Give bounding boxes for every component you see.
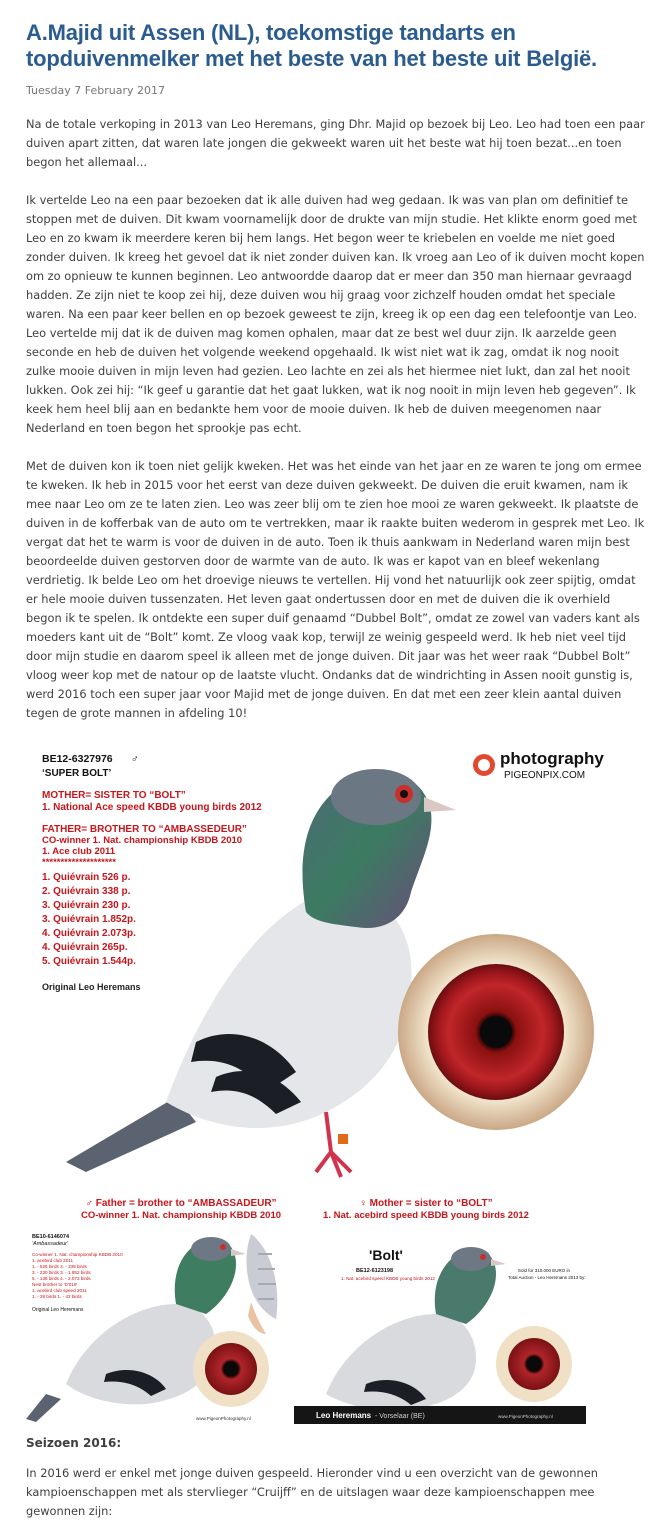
season-heading: Seizoen 2016: (26, 1436, 122, 1450)
ace-club: 1. Ace club 2011 (42, 846, 116, 857)
ring-number: BE12-6327976 (42, 753, 113, 765)
mother-sub: 1. Nat. acebird speed KBDB young birds 2012 (323, 1210, 529, 1221)
left-ring: BE10-6146074 (32, 1234, 70, 1240)
original-credit: Original Leo Heremans (42, 982, 141, 992)
logo-sub: PIGEONPIX.COM (504, 770, 586, 781)
result-item: 3. Quiévrain 230 p. (42, 900, 131, 911)
post-title[interactable]: A.Majid uit Assen (NL), toekomstige tandarts en topduivenmelker met het beste van het beste uit België. (26, 20, 597, 71)
results-list (42, 872, 136, 967)
left-line: Nest brother to 'D'019' (32, 1282, 78, 1287)
super-bolt-image (26, 742, 604, 1182)
bolt-name: 'Bolt' (369, 1247, 403, 1263)
paragraph-1: Na de totale verkoping in 2013 van Leo Heremans, ging Dhr. Majid op bezoek bij Leo. Leo had toen een paar duiven apart zitten, dat waren late jongen die gekweekt waren uit het beste wat hij toen bezat...en toen begon het allemaal... (26, 117, 645, 169)
mother-result: 1. National Ace speed KBDB young birds 2012 (42, 802, 262, 813)
bolt-line: 1. Nat. acebird speed KBDB young birds 2012 (341, 1276, 435, 1281)
sold-line-1: Sold for 310.000 EURO in (518, 1268, 571, 1273)
result-item: 4. Quiévrain 2.073p. (42, 928, 136, 939)
left-line: 1. - 38 birds 1. - 42 birds (32, 1294, 82, 1299)
footer-place: - Vorselaar (BE) (375, 1413, 425, 1420)
left-line: 1. acebird club speed 2011 (32, 1288, 87, 1293)
father-result: CO-winner 1. Nat. championship KBDB 2010 (42, 835, 243, 846)
mother-line: MOTHER= SISTER TO “BOLT” (42, 790, 186, 801)
footer-name: Leo Heremans (316, 1411, 372, 1420)
paragraph-2: Ik vertelde Leo na een paar bezoeken dat ik alle duiven had weg gedaan. Ik was van plan om definitief te stoppen met de duiven. Dit kwam voornamelijk door de drukte van mijn studie. Het klikte enorm goed met Leo en zo kwam ik meerdere keren bij hem langs. Het begon weer te kriebelen en voelde me niet goed zonder duiven. Ik kreeg het gevoel dat ik niet zonder duiven kan. Ik vroeg aan Leo of ik duiven mocht kopen om zo opnieuw te kunnen beginnen. Leo antwoordde daarop dat er meer dan 350 man hiernaar gevraagd hadden. Ze zijn niet te koop zei hij, deze duiven wou hij graag voor zichzelf houden omdat het speciale waren. Na een paar keer bellen en op bezoek geweest te zijn, kreeg ik op een dag een telefoontje van Leo. Leo vertelde mij dat ik de duiven mag komen ophalen, maar dat ze best wel duur zijn. Ik aarzelde geen seconde en heb de duiven het volgende weekend opgehaald. Ik wist niet wat ik zag, omdat ik nog nooit zulke mooie duiven in mijn leven had gezien. Leo lachte en zei als het hiermee niet lukt, dan zal het nooit lukken. Ook zei hij: “Ik geef u garantie dat het gaat lukken, wat ik nog nooit in mijn leven heb gegeven”. Ik keek hem heel blij aan en bedankte hem voor de mooie duiven. Ik heb de duiven meegenomen naar Nederland en toen begon het sprookje pas echt. (26, 193, 645, 435)
left-line: 5. - 136 birds 4. - 2.073 birds (32, 1276, 91, 1281)
left-line: 1. - 526 birds 3. - 338 birds (32, 1264, 87, 1269)
sex-symbol: ♂ (131, 753, 139, 765)
bolt-ring: BE12-6123198 (356, 1268, 394, 1274)
left-site: www.PigeonPhotography.nl (196, 1416, 251, 1421)
result-item: 2. Quiévrain 338 p. (42, 886, 131, 897)
logo-text: photography (500, 749, 604, 768)
father-heading: ♂ Father = brother to “AMBASSADEUR” (85, 1198, 277, 1209)
parents-image (26, 1194, 586, 1424)
left-results (32, 1252, 123, 1299)
pigeon-name: ‘SUPER BOLT’ (42, 768, 112, 779)
left-line: 1. acebird club 2011 (32, 1258, 74, 1263)
result-item: 3. Quiévrain 1.852p. (42, 914, 136, 925)
result-item: 1. Quiévrain 526 p. (42, 872, 131, 883)
post-date: Tuesday 7 February 2017 (26, 84, 165, 97)
left-name: 'Ambassadeur' (32, 1241, 69, 1247)
result-item: 4. Quiévrain 265p. (42, 942, 128, 953)
sold-line-2: Total Auction - Leo Heremans 2013 by: (508, 1275, 586, 1280)
left-line: 3. - 230 birds 3. - 1.852 birds (32, 1270, 91, 1275)
father-sub: CO-winner 1. Nat. championship KBDB 2010 (80, 1210, 282, 1221)
super-bolt-photo (26, 742, 604, 1182)
father-line: FATHER= BROTHER TO “AMBASSEDEUR” (42, 824, 247, 835)
mother-heading: ♀ Mother = sister to “BOLT” (359, 1198, 493, 1209)
result-item: 5. Quiévrain 1.544p. (42, 956, 136, 967)
stars-divider: ******************** (42, 857, 116, 868)
parents-photo (26, 1194, 586, 1424)
right-site: www.PigeonPhotography.nl (498, 1414, 553, 1419)
season-paragraph: In 2016 werd er enkel met jonge duiven gespeeld. Hieronder vind u een overzicht van de gewonnen kampioenschappen met als stervlieger “Cruijff” en de uitslagen waar deze kampioenschappen mee gewonnen zijn: (26, 1466, 598, 1518)
paragraph-3: Met de duiven kon ik toen niet gelijk kweken. Het was het einde van het jaar en ze waren te jong om ermee te kweken. Ik heb in 2015 voor het eerst van deze duiven gekweekt. De duiven die eruit kwamen, nam ik mee naar Leo om ze te laten zien. Leo was zeer blij om te zien hoe mooi ze waren gekweekt. Ik plaatste de duiven in de kofferbak van de auto om te vertrekken, maar ik raakte buiten wederom in gesprek met Leo. Ik vergat dat het te warm is voor de duiven in de auto. Toen ik thuis aankwam in Nederland waren mijn best beoordeelde duiven gestorven door de warmte van de auto. Ik was er kapot van en bleef wekenlang verdrietig. Ik belde Leo om het droevige nieuws te vertellen. Hij vond het natuurlijk ook zeer spijtig, omdat er hele mooie duiven tussenzaten. Het leven gaat ondertussen door en met de duiven die ik overhield begon ik te spelen. Ik ontdekte een super duif genaamd “Dubbel Bolt”, omdat ze zowel van vaders kant als moeders kant uit de “Bolt” komt. Ze vloog vaak kop, terwijl ze weinig gespeeld werd. Ik heb niet veel tijd door mijn studie en daarom speel ik alleen met de jonge duiven. Dit jaar was het weer raak “Dubbel Bolt” vloog weer kop met de natour op de laatste vlucht. Ondanks dat de windrichting in Assen nooit gunstig is, werd 2016 toch een super jaar voor Majid met de jonge duiven. En dat met een zeer klein aantal duiven tegen de grote mannen in afdeling 10! (26, 459, 645, 720)
left-line: Co-winner 1. Nat. championship KBDB 2010 (32, 1252, 123, 1257)
left-original: Original Leo Heremans (32, 1307, 84, 1313)
